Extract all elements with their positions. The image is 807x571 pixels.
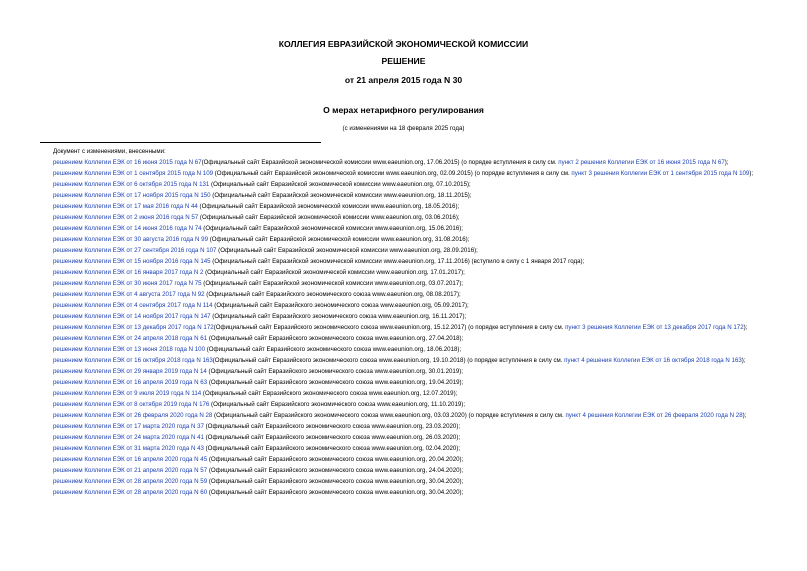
amendment-item — [40, 389, 775, 400]
amendment-link[interactable]: решением Коллегии ЕЭК от 16 января 2017 года N 2 — [53, 268, 204, 276]
amendment-link[interactable]: решением Коллегии ЕЭК от 4 августа 2017 года N 92 — [53, 290, 205, 298]
amendment-source: (Официальный сайт Евразийского экономического союза www.eaeunion.org, 30.04.2020); — [207, 488, 464, 496]
amendment-end: ); — [724, 158, 729, 166]
amendment-source: (Официальный сайт Евразийского экономического союза www.eaeunion.org, 27.04.2018); — [207, 334, 464, 342]
amendment-item — [40, 224, 775, 235]
amendment-item — [40, 191, 775, 202]
amendment-item — [40, 246, 775, 257]
changes-note: (с изменениями на 18 февраля 2025 года) — [342, 125, 465, 132]
amendment-item — [40, 180, 775, 191]
amendment-item — [40, 367, 775, 378]
amendment-item — [40, 158, 775, 169]
amendment-item — [40, 400, 775, 411]
amendment-item — [40, 345, 775, 356]
amendment-link[interactable]: решением Коллегии ЕЭК от 31 марта 2020 года N 43 — [53, 444, 204, 452]
amendment-source: (Официальный сайт Евразийской экономической комиссии www.eaeunion.org, 31.08.2016); — [208, 235, 470, 243]
amendment-source: (Официальный сайт Евразийского экономического союза www.eaeunion.org, 23.03.2020); — [203, 422, 461, 430]
amendment-end: ); — [743, 323, 748, 331]
amendment-source: (Официальный сайт Евразийской экономической комиссии www.eaeunion.org, 17.06.2015) (о порядке вступления в силу см. — [201, 158, 559, 166]
amendment-source: (Официальный сайт Евразийской экономической комиссии www.eaeunion.org, 17.11.2016) (вступило в силу с 1 января 2017 года); — [210, 257, 585, 265]
amendment-ref-link[interactable]: пункт 4 решения Коллегии ЕЭК от 26 февраля 2020 года N 28 — [565, 411, 743, 419]
doc-date: от 21 апреля 2015 года N 30 — [344, 75, 463, 85]
amendment-source: (Официальный сайт Евразийского экономического союза www.eaeunion.org, 30.04.2020); — [207, 477, 464, 485]
amendment-link[interactable]: решением Коллегии ЕЭК от 29 января 2019 года N 14 — [53, 367, 207, 375]
amendment-link[interactable]: решением Коллегии ЕЭК от 28 апреля 2020 года N 60 — [53, 488, 208, 496]
amendment-link[interactable]: решением Коллегии ЕЭК от 30 июня 2017 года N 75 — [53, 279, 202, 287]
amendment-item — [40, 257, 775, 268]
amendment-item — [40, 455, 775, 466]
amendment-source: (Официальный сайт Евразийского экономического союза www.eaeunion.org, 12.07.2019); — [201, 389, 458, 397]
amendment-source: (Официальный сайт Евразийского экономического союза www.eaeunion.org, 19.10.2018) (о порядке вступления в силу см. — [212, 356, 565, 364]
amendment-source: (Официальный сайт Евразийского экономического союза www.eaeunion.org, 18.06.2018); — [205, 345, 462, 353]
amendments-list — [40, 147, 775, 499]
amendment-item — [40, 202, 775, 213]
amendment-item — [40, 488, 775, 499]
amendment-link[interactable]: решением Коллегии ЕЭК от 14 июня 2016 года N 74 — [53, 224, 202, 232]
amendment-item — [40, 378, 775, 389]
amendment-link[interactable]: решением Коллегии ЕЭК от 16 июня 2015 года N 67 — [53, 158, 202, 166]
amendment-link[interactable]: решением Коллегии ЕЭК от 24 марта 2020 года N 41 — [53, 433, 204, 441]
amendment-item — [40, 477, 775, 488]
amendment-link[interactable]: решением Коллегии ЕЭК от 9 июля 2019 года N 114 — [53, 389, 202, 397]
amendment-link[interactable]: решением Коллегии ЕЭК от 28 апреля 2020 года N 59 — [53, 477, 208, 485]
doc-title: О мерах нетарифного регулирования — [323, 105, 484, 115]
amendment-ref-link[interactable]: пункт 3 решения Коллегии ЕЭК от 1 сентября 2015 года N 109 — [571, 169, 750, 177]
amendment-source: (Официальный сайт Евразийской экономической комиссии www.eaeunion.org, 07.10.2015); — [209, 180, 471, 188]
amendment-item — [40, 213, 775, 224]
org-name: КОЛЛЕГИЯ ЕВРАЗИЙСКОЙ ЭКОНОМИЧЕСКОЙ КОМИССИИ — [278, 39, 529, 49]
amendment-link[interactable]: решением Коллегии ЕЭК от 17 ноября 2015 года N 150 — [53, 191, 211, 199]
amendment-link[interactable]: решением Коллегии ЕЭК от 13 декабря 2017 года N 172 — [53, 323, 214, 331]
amendment-link[interactable]: решением Коллегии ЕЭК от 27 сентября 2016 года N 107 — [53, 246, 217, 254]
amendment-link[interactable]: решением Коллегии ЕЭК от 30 августа 2016 года N 99 — [53, 235, 208, 243]
amendment-link[interactable]: решением Коллегии ЕЭК от 26 февраля 2020 года N 28 — [53, 411, 213, 419]
amendment-item — [40, 334, 775, 345]
amendment-item — [40, 466, 775, 477]
amendment-link[interactable]: решением Коллегии ЕЭК от 13 июня 2018 года N 100 — [53, 345, 206, 353]
amendment-source: (Официальный сайт Евразийского экономического союза www.eaeunion.org, 16.11.2017); — [210, 312, 467, 320]
amendment-link[interactable]: решением Коллегии ЕЭК от 15 ноября 2016 года N 145 — [53, 257, 211, 265]
amendment-item — [40, 169, 775, 180]
amendment-link[interactable]: решением Коллегии ЕЭК от 16 апреля 2019 года N 63 — [53, 378, 208, 386]
amendment-entries — [40, 158, 775, 499]
amendment-end: ); — [742, 411, 747, 419]
amendment-link[interactable]: решением Коллегии ЕЭК от 4 сентября 2017 года N 114 — [53, 301, 213, 309]
amendment-link[interactable]: решением Коллегии ЕЭК от 16 октября 2018 года N 163 — [53, 356, 213, 364]
amendment-source: (Официальный сайт Евразийского экономического союза www.eaeunion.org, 02.04.2020); — [203, 444, 461, 452]
amendment-item — [40, 268, 775, 279]
amendment-source: (Официальный сайт Евразийской экономической комиссии www.eaeunion.org, 18.11.2015); — [210, 191, 472, 199]
amendment-source: (Официальный сайт Евразийской экономической комиссии www.eaeunion.org, 18.05.2016); — [197, 202, 460, 210]
amendment-source: (Официальный сайт Евразийского экономического союза www.eaeunion.org, 24.04.2020); — [207, 466, 464, 474]
amendment-link[interactable]: решением Коллегии ЕЭК от 17 марта 2020 года N 37 — [53, 422, 204, 430]
amendment-link[interactable]: решением Коллегии ЕЭК от 16 апреля 2020 года N 45 — [53, 455, 208, 463]
amendment-item — [40, 290, 775, 301]
amendment-source: (Официальный сайт Евразийского экономического союза www.eaeunion.org, 11.10.2019); — [209, 400, 466, 408]
divider — [40, 142, 321, 143]
amendment-source: (Официальный сайт Евразийской экономической комиссии www.eaeunion.org, 28.09.2016); — [216, 246, 478, 254]
amendment-source: (Официальный сайт Евразийского экономического союза www.eaeunion.org, 05.09.2017); — [212, 301, 469, 309]
amendment-item — [40, 279, 775, 290]
amendment-source: (Официальный сайт Евразийского экономического союза www.eaeunion.org, 30.01.2019); — [206, 367, 463, 375]
amendment-item — [40, 422, 775, 433]
amendment-item — [40, 301, 775, 312]
amendment-source: (Официальный сайт Евразийского экономического союза www.eaeunion.org, 20.04.2020); — [207, 455, 464, 463]
amendment-item — [40, 411, 775, 422]
amendment-link[interactable]: решением Коллегии ЕЭК от 21 апреля 2020 года N 57 — [53, 466, 208, 474]
amendment-source: (Официальный сайт Евразийского экономического союза www.eaeunion.org, 03.03.2020) (о порядке вступления в силу см. — [212, 411, 566, 419]
amendment-link[interactable]: решением Коллегии ЕЭК от 24 апреля 2018 года N 61 — [53, 334, 208, 342]
amendment-link[interactable]: решением Коллегии ЕЭК от 6 октября 2015 года N 131 — [53, 180, 210, 188]
amendment-item — [40, 433, 775, 444]
amendment-link[interactable]: решением Коллегии ЕЭК от 17 мая 2016 года N 44 — [53, 202, 198, 210]
amendment-link[interactable]: решением Коллегии ЕЭК от 14 ноября 2017 года N 147 — [53, 312, 211, 320]
amendment-item — [40, 235, 775, 246]
amendment-link[interactable]: решением Коллегии ЕЭК от 8 октября 2019 года N 176 — [53, 400, 210, 408]
amendment-end: ); — [741, 356, 746, 364]
amendment-source: (Официальный сайт Евразийской экономической комиссии www.eaeunion.org, 02.09.2015) (о порядке вступления в силу см. — [213, 169, 572, 177]
intro-text: Документ с изменениями, внесенными: — [53, 148, 166, 155]
amendment-end: ); — [749, 169, 754, 177]
amendment-item — [40, 356, 775, 367]
amendment-link[interactable]: решением Коллегии ЕЭК от 2 июня 2016 года N 57 — [53, 213, 199, 221]
amendment-source: (Официальный сайт Евразийского экономического союза www.eaeunion.org, 19.04.2019); — [207, 378, 464, 386]
amendment-source: (Официальный сайт Евразийского экономического союза www.eaeunion.org, 26.03.2020); — [203, 433, 461, 441]
amendment-ref-link[interactable]: пункт 2 решения Коллегии ЕЭК от 16 июня 2015 года N 67 — [558, 158, 725, 166]
amendment-source: (Официальный сайт Евразийской экономической комиссии www.eaeunion.org, 15.06.2016); — [201, 224, 463, 232]
amendment-source: (Официальный сайт Евразийской экономической комиссии www.eaeunion.org, 17.01.2017); — [203, 268, 465, 276]
amendment-item — [40, 323, 775, 334]
amendment-ref-link[interactable]: пункт 4 решения Коллегии ЕЭК от 16 октября 2018 года N 163 — [564, 356, 742, 364]
amendment-source: (Официальный сайт Евразийского экономического союза www.eaeunion.org, 08.08.2017); — [204, 290, 461, 298]
amendment-item — [40, 444, 775, 455]
amendment-ref-link[interactable]: пункт 3 решения Коллегии ЕЭК от 13 декабря 2017 года N 172 — [565, 323, 744, 331]
doc-type: РЕШЕНИЕ — [381, 56, 426, 66]
amendment-item — [40, 312, 775, 323]
amendment-source: (Официальный сайт Евразийского экономического союза www.eaeunion.org, 15.12.2017) (о порядке вступления в силу см. — [213, 323, 566, 331]
amendment-link[interactable]: решением Коллегии ЕЭК от 1 сентября 2015 года N 109 — [53, 169, 214, 177]
amendment-source: (Официальный сайт Евразийской экономической комиссии www.eaeunion.org, 03.06.2016); — [198, 213, 460, 221]
amendment-source: (Официальный сайт Евразийской экономической комиссии www.eaeunion.org, 03.07.2017); — [201, 279, 463, 287]
